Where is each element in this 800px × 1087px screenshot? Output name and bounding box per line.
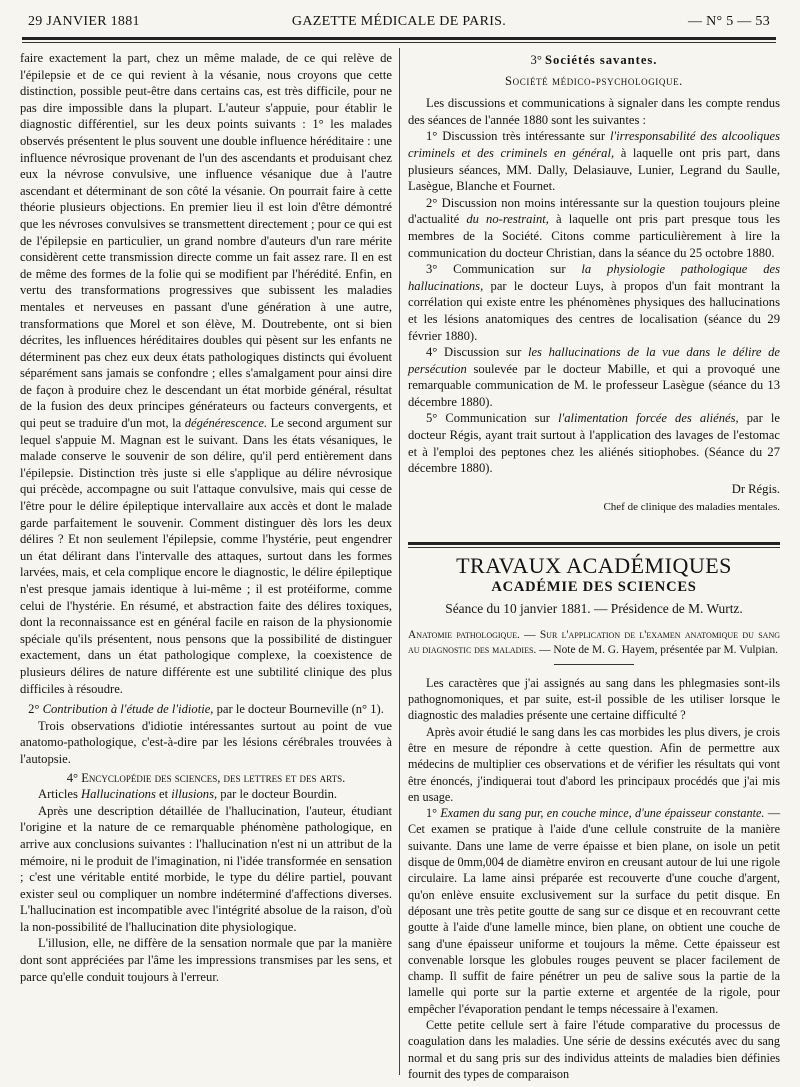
paragraph: faire exactement la part, chez un même malade, de ce qui relève de l'épilepsie et de ce qui revient à la vésanie, nous croyons que cette distinction, possible peut-être dans certains cas, est très difficile, pour ne pas dire impossible dans la plupart. L'auteur s'appuie, pour établir le diagnostic différentiel, sur les deux points suivants : 1° les malades observés présentent le plus souvent une double influence héréditaire : une influence névrosique provenant de l'un des ascendants et produisant chez eux la névrose convulsive, une influence vésanique due à l'autre ascendant et déterminant de son côté la vésanie. On pourrait faire à cette théorie plusieurs objections. En premier lieu il est loin d'être démontré que les névroses convulsives se transmettent directement ; pour ce qui est de l'épilepsie en particulier, un grand nombre d'auteurs d'un rare mérite considèrent cette transmission directe comme un fait assez rare. Il en est de même des formes de la folie qui se modifient par l'hérédité. Enfin, en vertu des transformations progressives que subissent les maladies mentales et nerveuses en passant d'une génération à une autre, transformations que Morel et son élève, M. Doutrebente, ont si bien décrites, les influences héréditaires doubles qui pèsent sur les enfants ne déterminent pas chez eux deux états pathologiques distincts qui évoluent séparément sans jamais se confondre ; elles s'amalgament pour ainsi dire de façon à produire chez le descendant un état morbide général, résultat de la fusion des deux principes générateurs ou facteurs convergents, et qui peut se traduire d'un mot, la dégénérescence. Le second argument sur lequel s'appuie M. Magnan est le suivant. Dans les états vésaniques, le malade conserve le souvenir de son délire, qu'il perd entièrement dans l'épilepsie. Distinction très juste si elle s'applique au délire névrosique qui précède, accompagne ou suit l'attaque convulsive, mais qui cesse de l'être pour le délire épileptique intervallaire aux accès et dont le malade garde parfaitement le souvenir. Comment distinguer dès lors les deux délires ? Et non seulement l'épilepsie, comme l'hystérie, peut engendrer un état délirant dans l'intervalle des attaques, surtout dans les formes larvées, mais, et cela complique encore le diagnostic, le délire épileptique n'est presque jamais identique à lui-même ; il est protéiforme, comme celui de l'hystérie. En résumé, et abstraction faite des délires toxiques, dont la reconnaissance est en général facile en raison de la physionomie spéciale qu'ils présentent, nous pensons que la possibilité de distinguer exactement, dans un état pathologique complexe, la coexistence de plusieurs délires de nature différente est une subtilité clinique des plus difficiles à résoudre. <box>20 51 392 696</box>
paragraph: Cette petite cellule sert à faire l'étude comparative du processus de coagulation dans les maladies. Une série de dessins exécutés avec du sang normal et du sang pris sur des individus atteints de maladies bien définies fournit des types de comparaison <box>408 1018 780 1081</box>
paragraph: Les caractères que j'ai assignés au sang dans les phlegmasies sont-ils pathognomoniques, et par suite, est-il possible de les utiliser lorsque le diagnostic des maladies présente une certaine difficulté ? <box>408 675 780 723</box>
list-item: 4° Discussion sur les hallucinations de la vue dans le délire de persécution soulevée par le docteur Mabille, et qui a provoqué une remarquable communication de M. le professeur Lasègue (séance du 13 décembre 1880). <box>408 345 781 409</box>
travaux-title: TRAVAUX ACADÉMIQUES <box>456 553 732 579</box>
header-rule-thick <box>22 37 776 40</box>
signature: Dr Régis. <box>731 481 780 496</box>
paragraph: L'illusion, elle, ne diffère de la sensation normale que par la manière dont sont appréciées par l'âme les impressions transmises par les sens, et parce qu'elle conduit toujours à l'erreur. <box>20 936 392 984</box>
list-item: 3° Communication sur la physiologie pathologique des hallucinations, par le docteur Luys, à propos d'un fait montrant la corrélation qui existe entre les phénomènes physiques des hallucinations et les lésions anatomiques des centres de localisation (séance du 29 février 1880). <box>408 262 780 343</box>
header-rule-thin <box>22 42 776 43</box>
header-journal: GAZETTE MÉDICALE DE PARIS. <box>291 14 507 29</box>
header-issue: — N° 5 — 53 <box>687 14 770 29</box>
abstract-heading: Anatomie pathologique. — Sur l'application de l'examen anatomique du sang au diagnostic des maladies. — Note de M. G. Hayem, présentée par M. Vulpian. <box>408 628 780 656</box>
header-date: 29 JANVIER 1881 <box>28 14 140 29</box>
right-column <box>408 50 780 1082</box>
contribution-heading: 2° Contribution à l'étude de l'idiotie, par le docteur Bourneville (n° 1). <box>28 702 384 717</box>
paragraph: Après une description détaillée de l'hallucination, l'auteur, étudiant l'origine et la nature de ce remarquable phénomène pathologique, en arrive aux conclusions suivantes : l'hallucination n'est ni un attribut de la mémoire, ni le produit de l'imagination, ni l'idée transformée en sensation ; c'est une véritable entité morbide, le type du délire partiel, pouvant exister seul ou compliquer un nombre indéterminé d'affections diverses. L'hallucination est incompatible avec l'intégrité absolue de la raison, d'où la non-possibilité de l'hallucination dite physiologique. <box>20 803 392 934</box>
short-rule <box>554 664 634 665</box>
list-item: 2° Discussion non moins intéressante sur la question toujours pleine d'actualité du no-restraint, à laquelle ont pris part presque tous les membres de la Société. Citons comme particulièrement à lire la communication du docteur Christian, dans la séance du 25 octobre 1880. <box>408 195 780 260</box>
column-separator <box>399 48 400 1075</box>
page-header <box>28 14 770 36</box>
articles-line: Articles Hallucinations et illusions, par le docteur Bourdin. <box>38 787 338 802</box>
paragraph: Trois observations d'idiotie intéressantes surtout au point de vue anatomo-pathologique, c'est-à-dire par les lésions cérébrales trouvées à l'autopsie. <box>20 718 392 766</box>
academie-title: ACADÉMIE DES SCIENCES <box>491 578 697 595</box>
encyclopedie-heading: 4° Encyclopédie des sciences, des lettres et des arts. <box>66 770 346 785</box>
paragraph: Après avoir étudié le sang dans les cas morbides les plus divers, je crois être en mesure de répondre à cette question. Afin de permettre aux médecins de multiplier ces observations et de vérifier les résultats qui vont être énoncés, j'indiquerai tout d'abord les principaux procédés que j'ai mis en usage. <box>408 724 780 804</box>
list-item: 1° Discussion très intéressante sur l'irresponsabilité des alcooliques criminels et des criminels en général, à laquelle ont pris part, dans plusieurs séances, MM. Dally, Delasiauve, Lunier, Legrand du Saulle, Lasègue, Blanche et Fournet. <box>408 129 780 194</box>
paragraph: 1° Examen du sang pur, en couche mince, d'une épaisseur constante. — Cet examen se pratique à l'aide d'une cellule construite de la manière suivante. Dans une lame de verre épaisse et bien plane, on isole un petit disque de 0mm,004 de diamètre environ en creusant autour de lui une rigole circulaire. La lame ainsi préparée est recouverte d'une couche d'argent, qu'on enlève ensuite exclusivement sur la surface du petit disque. En déposant une très petite goutte de sang sur ce disque et en recouvrant cette goutte à l'aide d'une lamelle mince, bien plane, on obtient une couche de sang d'une épaisseur uniforme et toujours la même. Cette épaisseur est convenable lorsque les globules rouges peuvent se placer facilement de champ. Il suffit de faire pénétrer un peu de salive sous la partie de la lamelle qui porte sur la partie externe et argentée de la rigole, pour empêcher l'évaporation pendant le temps nécessaire à l'examen. <box>408 806 781 1016</box>
list-item: 5° Communication sur l'alimentation forcée des aliénés, par le docteur Régis, ayant trait surtout à l'application des lavages de l'estomac et à l'emploi des peptones chez les aliénés sitiophobes. (Séance du 27 décembre 1880). <box>408 411 780 476</box>
section-rule-thick <box>408 542 780 545</box>
society-heading: Société médico-psychologique. <box>505 73 683 88</box>
section-rule-thin <box>408 547 780 548</box>
section-heading: 3° Sociétés savantes. <box>530 53 658 67</box>
left-column <box>20 50 392 985</box>
paragraph: Les discussions et communications à signaler dans les compte rendus des séances de l'année 1880 sont les suivantes : <box>408 96 780 127</box>
session-line: Séance du 10 janvier 1881. — Présidence de M. Wurtz. <box>445 601 743 617</box>
signature-role: Chef de clinique des maladies mentales. <box>603 501 780 514</box>
